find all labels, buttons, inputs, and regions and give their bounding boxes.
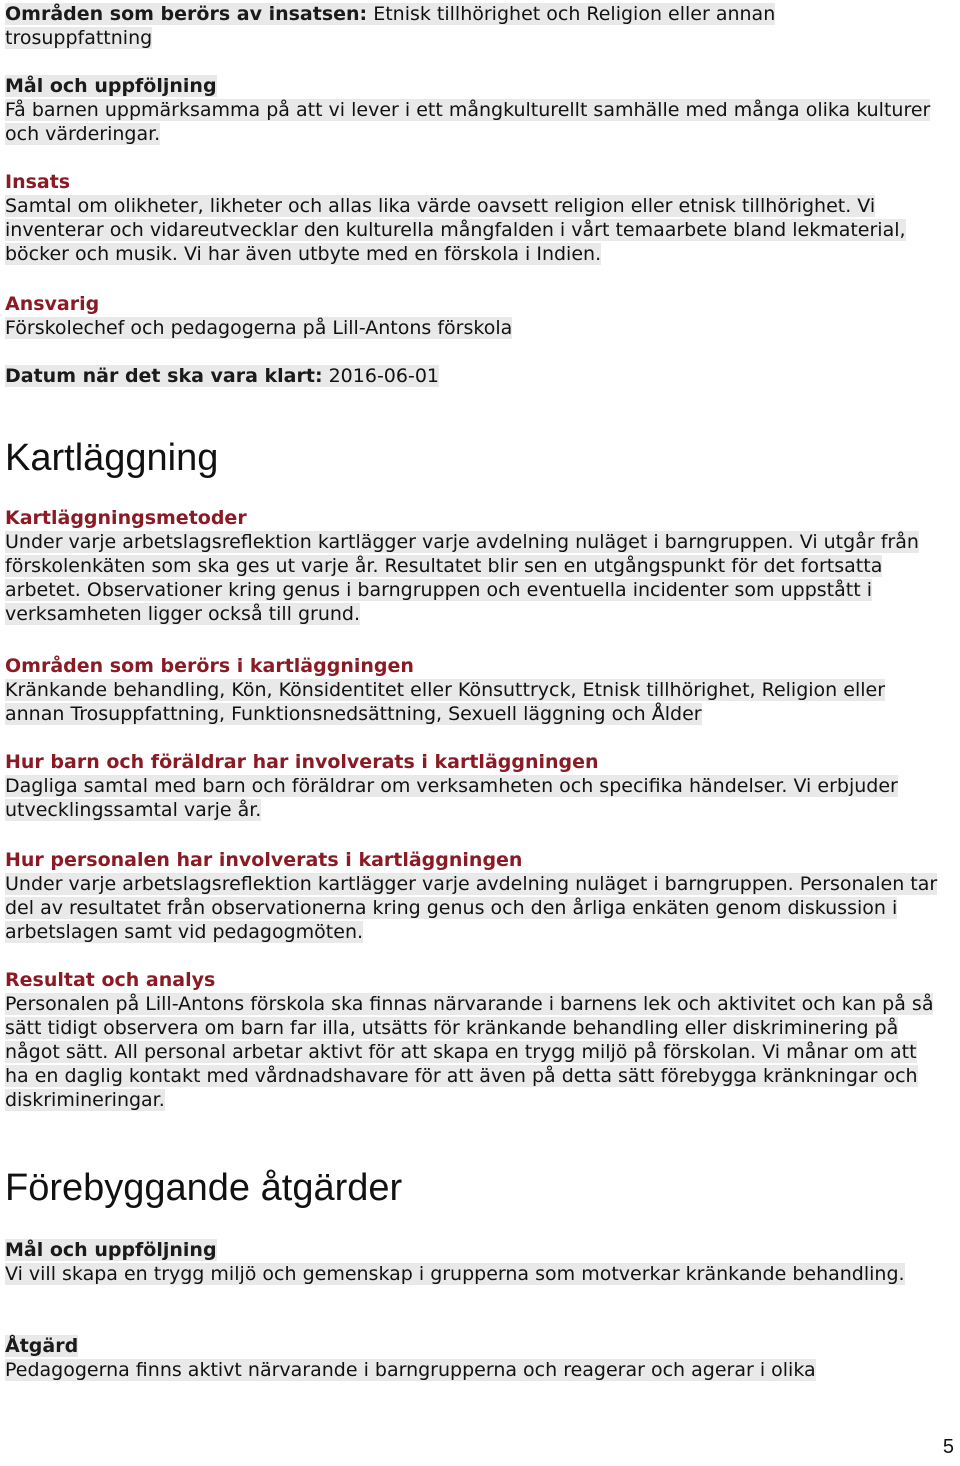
staff-heading: Hur personalen har involverats i kartläggningen (5, 849, 523, 871)
result-section (5, 968, 945, 1112)
areas-affected-label: Områden som berörs av insatsen: (5, 3, 368, 25)
responsible-section (5, 292, 935, 340)
result-text: Personalen på Lill-Antons förskola ska finnas närvarande i barnens lek och aktivitet och kan på så sätt tidigt observera om barn far illa, utsätts för kränkande behandling eller diskriminering på något sätt. All personal arbetar aktivt för att skapa en trygg miljö på förskolan. Vi månar om att ha en daglig kontakt med vårdnadshavare för att även på detta sätt förebygga kränkningar och diskrimineringar. (5, 993, 934, 1111)
action-section (5, 1334, 935, 1382)
page-number: 5 (942, 1436, 954, 1458)
preventive-goal-text: Vi vill skapa en trygg miljö och gemenskap i grupperna som motverkar kränkande behandling. (5, 1263, 905, 1285)
effort-heading: Insats (5, 171, 71, 193)
preventive-goal-heading: Mål och uppföljning (5, 1239, 217, 1261)
deadline (5, 364, 935, 388)
result-heading: Resultat och analys (5, 969, 216, 991)
staff-section (5, 848, 955, 944)
deadline-value: 2016-06-01 (328, 365, 440, 387)
methods-heading: Kartläggningsmetoder (5, 507, 247, 529)
mapping-areas-heading: Områden som berörs i kartläggningen (5, 655, 414, 677)
methods-section (5, 506, 940, 626)
action-text: Pedagogerna finns aktivt närvarande i barngrupperna och reagerar och agerar i olika (5, 1359, 816, 1381)
mapping-title: Kartläggning (5, 437, 219, 479)
goal-text: Få barnen uppmärksamma på att vi lever i ett mångkulturellt samhälle med många olika kulturer och värderingar. (5, 99, 931, 145)
staff-text: Under varje arbetslagsreflektion kartlägger varje avdelning nuläget i barngruppen. Personalen tar del av resultatet från observationerna kring genus och den årliga enkäten genom diskussion i arbetslagen samt vid pedagogmöten. (5, 873, 938, 943)
effort-text: Samtal om olikheter, likheter och allas lika värde oavsett religion eller etnisk tillhörighet. Vi inventerar och vidareutvecklar den kulturella mångfalden i vårt temaarbete bland lekmaterial, böcker och musik. Vi har även utbyte med en förskola i Indien. (5, 195, 906, 265)
responsible-heading: Ansvarig (5, 293, 100, 315)
methods-text: Under varje arbetslagsreflektion kartlägger varje avdelning nuläget i barngruppen. Vi utgår från förskolenkäten som ska ges ut varje år. Resultatet blir sen en utgångspunkt för det fortsatta arbetet. Observationer kring genus i barngruppen och eventuella incidenter som uppstått i verksamheten ligger också till grund. (5, 531, 919, 625)
children-section (5, 750, 935, 822)
action-heading: Åtgärd (5, 1335, 79, 1357)
goal-section (5, 74, 955, 146)
preventive-goal-section (5, 1238, 905, 1286)
preventive-title: Förebyggande åtgärder (5, 1167, 403, 1209)
deadline-label: Datum när det ska vara klart: (5, 365, 323, 387)
responsible-text: Förskolechef och pedagogerna på Lill-Antons förskola (5, 317, 513, 339)
areas-affected-value: Etnisk tillhörighet och Religion eller annan trosuppfattning (5, 3, 776, 49)
effort-section (5, 170, 935, 266)
children-heading: Hur barn och föräldrar har involverats i kartläggningen (5, 751, 599, 773)
mapping-areas-text: Kränkande behandling, Kön, Könsidentitet eller Könsuttryck, Etnisk tillhörighet, Religion eller annan Trosuppfattning, Funktionsnedsättning, Sexuell läggning och Ålder (5, 679, 886, 725)
goal-heading: Mål och uppföljning (5, 75, 217, 97)
areas-affected (5, 2, 865, 50)
children-text: Dagliga samtal med barn och föräldrar om verksamheten och specifika händelser. Vi erbjuder utvecklingssamtal varje år. (5, 775, 898, 821)
mapping-areas-section (5, 654, 935, 726)
